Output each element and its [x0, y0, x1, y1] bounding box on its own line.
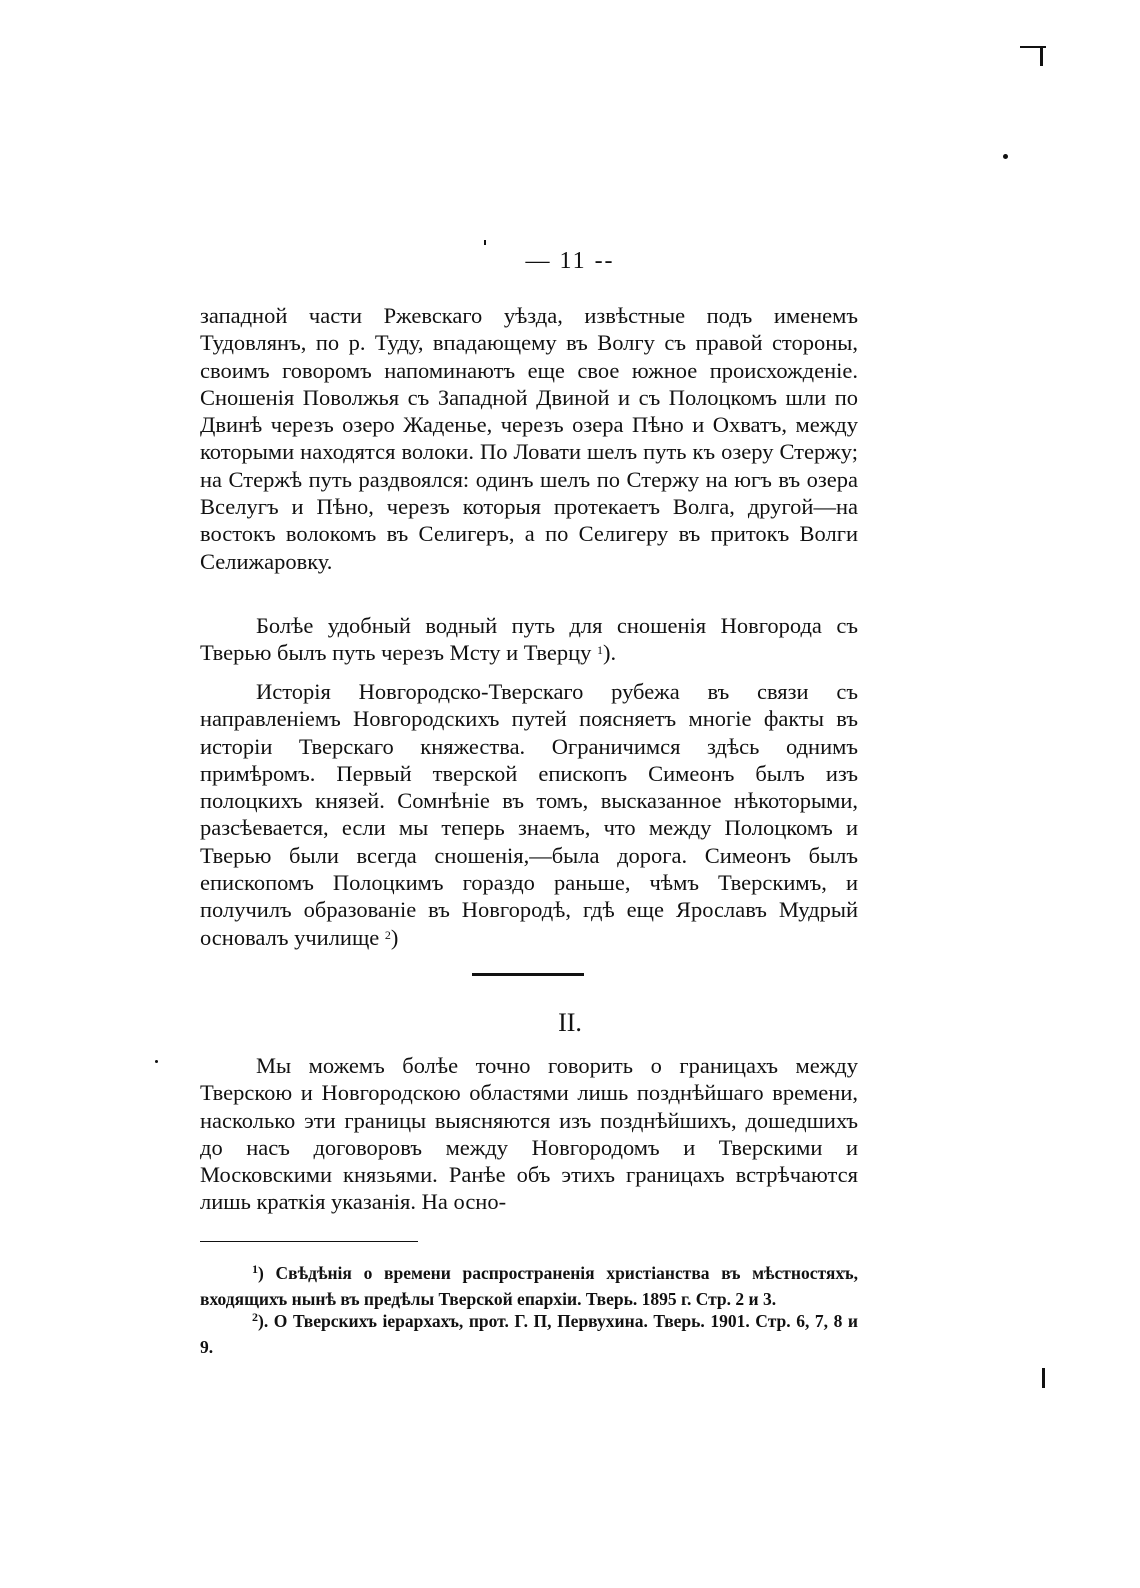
paragraph-2-end: ).: [603, 640, 617, 666]
footnote-1-close: ): [258, 1263, 264, 1283]
footnote-1-marker: 1: [252, 1262, 258, 1276]
footnote-ref-2: 2: [384, 927, 391, 942]
footnote-divider: [200, 1241, 418, 1242]
footnote-2: [200, 1308, 858, 1360]
section-heading: II.: [558, 1008, 582, 1037]
footnote-2-text: О Тверскихъ іерархахъ, прот. Г. П, Первухина. Тверь. 1901. Стр. 6, 7, 8 и 9.: [200, 1311, 858, 1357]
scan-speck: [484, 240, 486, 245]
scan-speck: [155, 1060, 158, 1063]
paragraph-3-end: ): [390, 924, 399, 950]
paragraph-1: западной части Ржевскаго уѣзда, извѣстные подъ именемъ Тудовлянъ, по р. Туду, впадающему въ Волгу съ правой стороны, своимъ говоромъ напоминаютъ еще свое южное происхожденіе. Сношенія Поволжья съ Западной Двиной и съ Полоцкомъ шли по Двинѣ черезъ озеро Жаденье, черезъ озера Пѣно и Охватъ, между которыми находятся волоки. По Ловати шелъ путь къ озеру Стержу; на Стержѣ путь раздвоялся: одинъ шелъ по Стержу на югъ въ озера Вселугъ и Пѣно, черезъ которыя протекаетъ Волга, другой—на востокъ волокомъ въ Селигеръ, а по Селигеру въ притокъ Волги Селижаровку.: [200, 303, 858, 574]
footnote-1: [200, 1260, 858, 1312]
paragraph-3: [200, 678, 858, 951]
section-divider: [472, 973, 584, 976]
footnote-ref-1: 1: [597, 643, 604, 658]
scan-speck: [1003, 154, 1008, 159]
footnote-1-text: Свѣдѣнія о времени распространенія христіанства въ мѣстностяхъ, входящихъ нынѣ въ предѣлы Тверской епархіи. Тверь. 1895 г. Стр. 2 и 3.: [200, 1263, 858, 1309]
paragraph-3-text: Исторія Новгородско-Тверскаго рубежа въ связи съ направленіемъ Новгородскихъ путей поясняетъ многіе факты въ исторіи Тверскаго княжества. Ограничимся здѣсь однимъ примѣромъ. Первый тверской епископъ Симеонъ былъ изъ полоцкихъ князей. Сомнѣніе въ томъ, высказанное нѣкоторыми, разсѣевается, если мы теперь знаемъ, что между Полоцкомъ и Тверью были всегда сношенія,—была дорога. Симеонъ былъ епископомъ Полоцкимъ гораздо раньше, чѣмъ Тверскимъ, и получилъ образованіе въ Новгородѣ, гдѣ еще Ярославъ Мудрый основалъ училище: [200, 679, 858, 950]
paragraph-2: [200, 612, 858, 667]
scan-speck: [1040, 48, 1043, 66]
paragraph-4: Мы можемъ болѣе точно говорить о границахъ между Тверскою и Новгородскою областями лишь позднѣйшаго времени, насколько эти границы выясняются изъ позднѣйшихъ, дошедшихъ до насъ договоровъ между Новгородомъ и Тверскими и Московскими князьями. Ранѣе объ этихъ границахъ встрѣчаются лишь краткія указанія. На осно-: [200, 1053, 858, 1215]
paragraph-2-text: Болѣе удобный водный путь для сношенія Новгорода съ Тверью былъ путь черезъ Мсту и Тверцу: [200, 613, 858, 666]
scan-speck: [1042, 1368, 1045, 1388]
footnote-2-marker: 2: [252, 1310, 258, 1324]
page-number: — 11 --: [525, 248, 615, 274]
footnote-2-close: ).: [258, 1311, 269, 1331]
